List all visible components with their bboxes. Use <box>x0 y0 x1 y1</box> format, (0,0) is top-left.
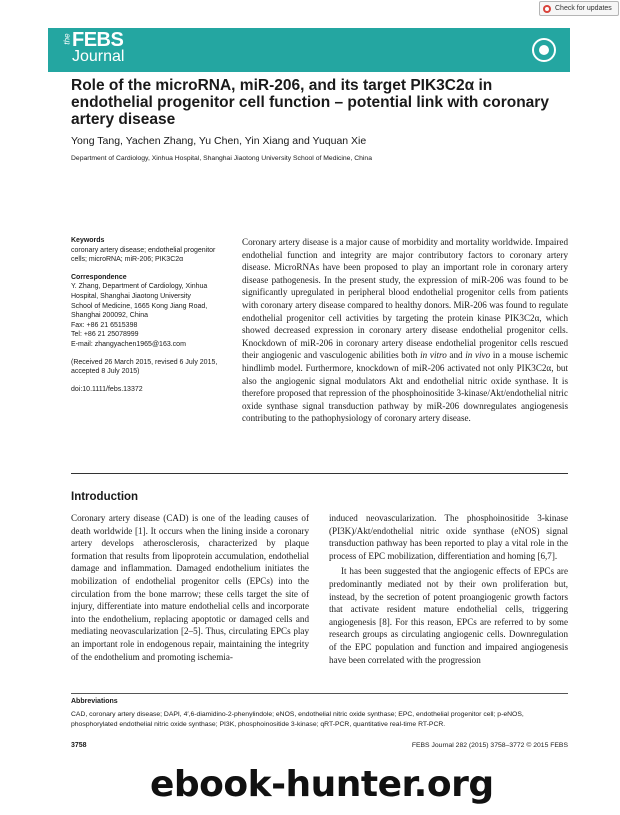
article-sidebar <box>71 236 229 394</box>
abstract-and: and <box>446 350 466 361</box>
doi-link[interactable]: doi:10.1111/febs.13372 <box>71 385 143 393</box>
article-title: Role of the microRNA, miR-206, and its target PIK3C2α in endothelial progenitor cell function – potential link with coronary artery disease <box>71 77 549 128</box>
keywords-heading: Keywords <box>71 237 105 244</box>
correspondence-tel: Tel: +86 21 25078999 <box>71 331 139 339</box>
correspondence-heading: Correspondence <box>71 273 127 281</box>
abbreviations-heading: Abbreviations <box>71 698 118 705</box>
journal-reference: FEBS Journal 282 (2015) 3758–3772 © 2015 FEBS <box>411 742 568 749</box>
correspondence-line: School of Medicine, 1665 Kong Jiang Road, <box>71 302 208 310</box>
correspondence-fax: Fax: +86 21 6515398 <box>71 321 138 329</box>
abstract <box>242 236 568 425</box>
abstract-part2: in a mouse ischemic hindlimb model. Furthermore, knockdown of miR-206 activated not only PIK3C2α, but also the angiogenic signal modulators Akt and endothelial nitric oxide synthase. It is therefore proposed that repression of the phosphoinositide 3-kinase/Akt/endothelial nitric oxide synthase signal transduction pathway by miR-206 downregulates angiogenesis contributing to the pathophysiology of coronary artery disease. <box>242 350 569 424</box>
intro-paragraph-2: induced neovascularization. The phosphoinositide 3-kinase (PI3K)/Akt/endothelial nitric oxide synthase (eNOS) signal transduction pathway has been reported to play a vital role in the process of EPC mobilization, differentiation and homing [6,7]. <box>329 513 568 561</box>
abstract-in-vitro: in vitro <box>420 350 447 361</box>
keywords-text: coronary artery disease; endothelial progenitor cells; microRNA; miR-206; PIK3C2α <box>71 246 216 264</box>
correspondence-line: Y. Zhang, Department of Cardiology, Xinhua <box>71 283 208 291</box>
febs-emblem-icon <box>532 38 556 62</box>
page-number: 3758 <box>71 742 87 749</box>
correspondence-line: Hospital, Shanghai Jiaotong University <box>71 292 191 300</box>
check-for-updates-badge[interactable] <box>539 1 619 16</box>
introduction-heading: Introduction <box>71 491 139 503</box>
check-for-updates-label: Check for updates <box>555 5 612 12</box>
correspondence-email[interactable]: E-mail: zhangyachen1965@163.com <box>71 340 186 348</box>
abbreviations-text: CAD, coronary artery disease; DAPI, 4′,6-diamidino-2-phenylindole; eNOS, endothelial nitric oxide synthase; EPC, endothelial progenitor cell; p-eNOS, phosphorylated endothelial nitric oxide synthase; PI3K, phosphoinositide 3-kinase; qRT-PCR, quantitative real-time RT-PCR. <box>71 711 524 728</box>
article-authors: Yong Tang, Yachen Zhang, Yu Chen, Yin Xiang and Yuquan Xie <box>71 135 367 147</box>
journal-header-band <box>48 28 570 72</box>
crossmark-icon <box>543 5 551 13</box>
abstract-divider <box>71 473 568 474</box>
watermark-text: ebook-hunter.org <box>150 764 494 805</box>
journal-logo-sub: Journal <box>72 48 125 65</box>
abstract-in-vivo: in vivo <box>465 350 491 361</box>
intro-paragraph-1: Coronary artery disease (CAD) is one of the leading causes of death worldwide [1]. It occurs when the lining inside a coronary artery develops atherosclerosis, characterized by plaque formation that results from lipoprotein accumulation, endothelial damage and inflammation. Damaged endothelium initiates the mobilization of endothelial progenitor cells (EPCs) into the circulation from the bone marrow; these cells target the site of injury, differentiate into mature endothelial cells and incorporate into the endothelium, replacing apoptotic or damaged cells and mediating neovascularization [2–5]. Thus, circulating EPCs play an important role in endogenous repair, maintaining the integrity of the endothelium and promoting ischemia- <box>71 513 309 662</box>
intro-paragraph-3: It has been suggested that the angiogenic effects of EPCs are predominantly mediated not by their own proliferation but, instead, by the secretion of potent proangiogenic growth factors that activate resident mature endothelial cells, triggering angiogenesis [8]. For this reason, EPCs are referred to by some research groups as circulating angiogenic cells. Downregulation of the EPC population and function and impaired angiogenesis have been correlated with the progression <box>329 566 568 665</box>
journal-logo-the: the <box>62 33 72 45</box>
journal-logo-name: FEBS <box>72 29 124 51</box>
abstract-part1: Coronary artery disease is a major cause of morbidity and mortality worldwide. Impaired endothelial function and integrity are major contributory factors to coronary artery disease. MicroRNAs have been proposed to play an important role in coronary artery disease pathogenesis. In the present study, the expression of miR-206 was found to be significantly upregulated in peripheral blood endothelial progenitor cells from patients with coronary artery disease compared to healthy donors. MiR-206 was found to regulate endothelial progenitor cell activities by targeting the protein kinase PIK3C2α, which showed decreased expression in coronary artery disease endothelial progenitor cells. Knockdown of miR-206 in coronary artery disease endothelial progenitor cells rescued their angiogenic and vasculogenic abilities both <box>242 237 568 361</box>
abbreviations-divider <box>71 693 568 694</box>
intro-column-right <box>329 512 568 666</box>
intro-column-left <box>71 512 309 663</box>
correspondence-line: Shanghai 200092, China <box>71 312 149 320</box>
journal-logo <box>62 29 125 65</box>
received-dates: (Received 26 March 2015, revised 6 July 2015, accepted 8 July 2015) <box>71 358 218 376</box>
article-affiliation: Department of Cardiology, Xinhua Hospital, Shanghai Jiaotong University School of Medicine, China <box>71 155 372 162</box>
